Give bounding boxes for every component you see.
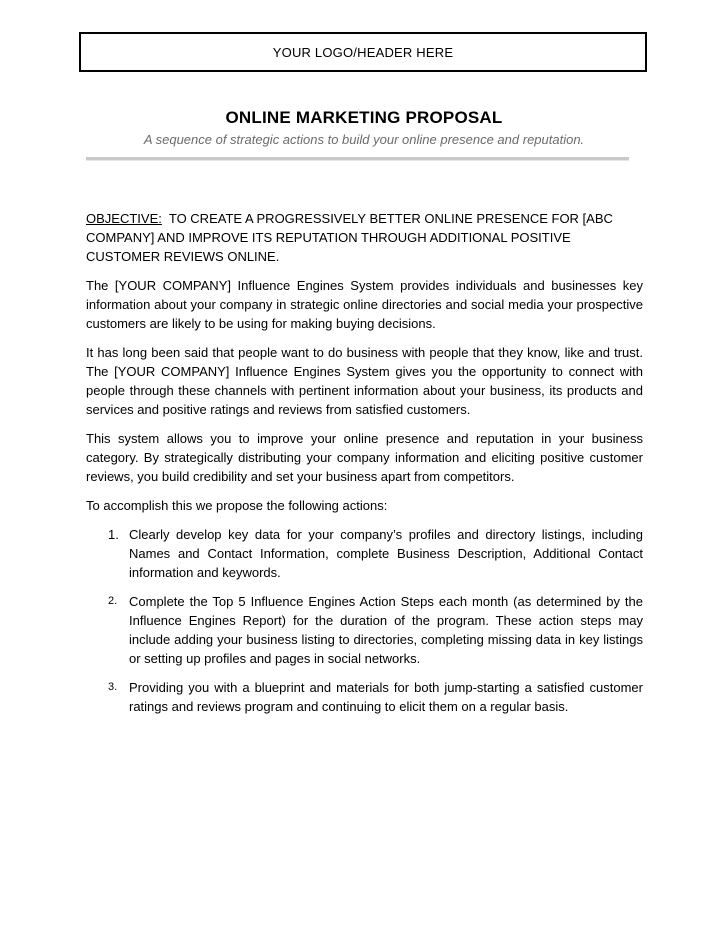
action-item [86, 678, 643, 716]
logo-header-placeholder [79, 32, 647, 72]
action-item [86, 592, 643, 668]
paragraph-trust: It has long been said that people want to do business with people that they know, like and trust. The [YOUR COMPANY] Influence Engines System gives you the opportunity to connect with people through these channels with pertinent information about your business, its products and services and positive ratings and reviews from satisfied customers. [86, 345, 643, 417]
objective-text: TO CREATE A PROGRESSIVELY BETTER ONLINE PRESENCE FOR [ABC COMPANY] AND IMPROVE ITS REPUTATION THROUGH ADDITIONAL POSITIVE CUSTOMER REVIEWS ONLINE. [86, 211, 613, 264]
objective-statement [86, 209, 643, 266]
action-number: 1. [108, 527, 119, 542]
action-item [86, 525, 643, 582]
paragraph-system-benefits: This system allows you to improve your online presence and reputation in your business category. By strategically distributing your company information and eliciting positive customer reviews, you build credibility and set your business apart from competitors. [86, 431, 643, 484]
objective-label: OBJECTIVE: [86, 211, 162, 226]
action-number: 2. [108, 595, 118, 607]
title-divider [86, 157, 629, 161]
document-subtitle: A sequence of strategic actions to build your online presence and reputation. [143, 132, 585, 147]
document-title: ONLINE MARKETING PROPOSAL [225, 108, 503, 127]
actions-list [86, 525, 643, 716]
action-text: Complete the Top 5 Influence Engines Action Steps each month (as determined by the Influence Engines Report) for the duration of the program. These action steps may include adding your business listing to directories, completing missing data in key listings or setting up profiles and pages in social networks. [129, 594, 643, 666]
paragraph-intro: The [YOUR COMPANY] Influence Engines System provides individuals and businesses key information about your company in strategic online directories and social media your prospective customers are likely to be using for making buying decisions. [86, 278, 643, 331]
action-text: Clearly develop key data for your company’s profiles and directory listings, including Names and Contact Information, complete Business Description, Additional Contact information and keywords. [129, 527, 643, 580]
document-body [86, 209, 643, 726]
paragraph-actions-lead: To accomplish this we propose the following actions: [86, 498, 388, 513]
action-text: Providing you with a blueprint and materials for both jump-starting a satisfied customer ratings and reviews program and continuing to elicit them on a regular basis. [129, 680, 643, 714]
action-number: 3. [108, 681, 118, 693]
logo-header-text: YOUR LOGO/HEADER HERE [272, 44, 454, 60]
